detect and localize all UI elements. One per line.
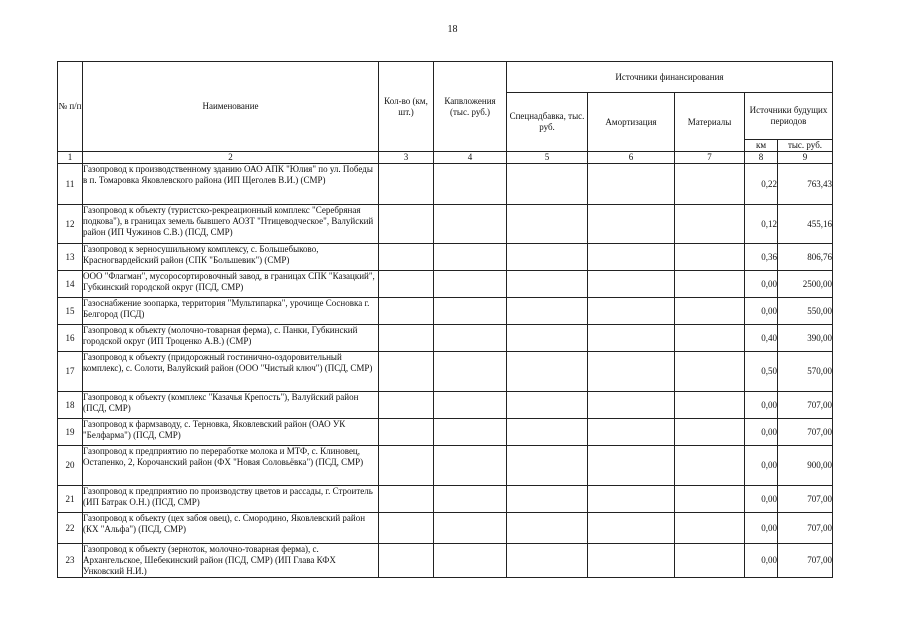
row-capex bbox=[434, 205, 507, 244]
row-materials bbox=[675, 513, 745, 544]
row-rub: 707,00 bbox=[778, 513, 833, 544]
table-row bbox=[58, 244, 833, 271]
row-km: 0,00 bbox=[745, 486, 778, 513]
row-km: 0,00 bbox=[745, 271, 778, 298]
row-rub: 455,16 bbox=[778, 205, 833, 244]
row-qty bbox=[379, 205, 434, 244]
row-surcharge bbox=[507, 298, 588, 325]
column-number: 2 bbox=[83, 152, 379, 164]
row-surcharge bbox=[507, 544, 588, 578]
row-name: Газопровод к объекту (придорожный гостинично-оздоровительный комплекс), с. Солоти, Валуйский район (ООО "Чистый ключ") (ПСД, СМР) bbox=[83, 352, 379, 392]
row-name: Газопровод к объекту (туристско-рекреационный комплекс "Серебряная подкова"), в границах земель бывшего АОЗТ "Птицеводческое", Валуйский район (ИП Чужинов С.В.) (ПСД, СМР) bbox=[83, 205, 379, 244]
row-rub: 707,00 bbox=[778, 392, 833, 419]
header-rub: тыс. руб. bbox=[778, 140, 833, 152]
row-materials bbox=[675, 325, 745, 352]
column-number: 1 bbox=[58, 152, 83, 164]
row-surcharge bbox=[507, 513, 588, 544]
header-capex: Капвложения (тыс. руб.) bbox=[434, 62, 507, 152]
table-row bbox=[58, 419, 833, 446]
row-number: 23 bbox=[58, 544, 83, 578]
row-rub: 390,00 bbox=[778, 325, 833, 352]
row-qty bbox=[379, 271, 434, 298]
row-qty bbox=[379, 244, 434, 271]
page-number: 18 bbox=[447, 24, 458, 35]
row-qty bbox=[379, 544, 434, 578]
row-qty bbox=[379, 419, 434, 446]
row-materials bbox=[675, 486, 745, 513]
row-materials bbox=[675, 244, 745, 271]
row-depreciation bbox=[588, 352, 675, 392]
column-number: 6 bbox=[588, 152, 675, 164]
row-rub: 806,76 bbox=[778, 244, 833, 271]
row-km: 0,12 bbox=[745, 205, 778, 244]
row-depreciation bbox=[588, 419, 675, 446]
row-depreciation bbox=[588, 392, 675, 419]
column-number: 8 bbox=[745, 152, 778, 164]
header-sources: Источники финансирования bbox=[507, 62, 833, 93]
row-name: Газопровод к предприятию по производству цветов и рассады, г. Строитель (ИП Батрак О.Н.) (ПСД, СМР) bbox=[83, 486, 379, 513]
row-number: 16 bbox=[58, 325, 83, 352]
row-surcharge bbox=[507, 325, 588, 352]
table-row bbox=[58, 486, 833, 513]
header-depreciation: Амортизация bbox=[588, 93, 675, 152]
row-depreciation bbox=[588, 298, 675, 325]
row-depreciation bbox=[588, 486, 675, 513]
table-row bbox=[58, 164, 833, 205]
row-number: 18 bbox=[58, 392, 83, 419]
row-km: 0,00 bbox=[745, 544, 778, 578]
row-number: 11 bbox=[58, 164, 83, 205]
row-qty bbox=[379, 164, 434, 205]
row-materials bbox=[675, 446, 745, 486]
row-number: 14 bbox=[58, 271, 83, 298]
row-surcharge bbox=[507, 205, 588, 244]
row-rub: 707,00 bbox=[778, 544, 833, 578]
row-name: ООО "Флагман", мусоросортировочный завод, в границах СПК "Казацкий", Губкинский городской округ (ПСД, СМР) bbox=[83, 271, 379, 298]
row-name: Газопровод к объекту (комплекс "Казачья Крепость"), Валуйский район (ПСД, СМР) bbox=[83, 392, 379, 419]
row-number: 15 bbox=[58, 298, 83, 325]
row-rub: 2500,00 bbox=[778, 271, 833, 298]
row-km: 0,00 bbox=[745, 419, 778, 446]
column-number: 4 bbox=[434, 152, 507, 164]
row-surcharge bbox=[507, 164, 588, 205]
row-number: 12 bbox=[58, 205, 83, 244]
row-depreciation bbox=[588, 205, 675, 244]
row-depreciation bbox=[588, 164, 675, 205]
row-depreciation bbox=[588, 325, 675, 352]
row-surcharge bbox=[507, 352, 588, 392]
row-km: 0,50 bbox=[745, 352, 778, 392]
row-materials bbox=[675, 205, 745, 244]
row-capex bbox=[434, 298, 507, 325]
row-rub: 900,00 bbox=[778, 446, 833, 486]
row-materials bbox=[675, 419, 745, 446]
row-km: 0,40 bbox=[745, 325, 778, 352]
column-number: 7 bbox=[675, 152, 745, 164]
row-rub: 550,00 bbox=[778, 298, 833, 325]
row-capex bbox=[434, 486, 507, 513]
row-rub: 763,43 bbox=[778, 164, 833, 205]
row-km: 0,00 bbox=[745, 392, 778, 419]
header-materials: Материалы bbox=[675, 93, 745, 152]
row-number: 21 bbox=[58, 486, 83, 513]
row-number: 22 bbox=[58, 513, 83, 544]
row-surcharge bbox=[507, 244, 588, 271]
row-km: 0,00 bbox=[745, 446, 778, 486]
row-surcharge bbox=[507, 419, 588, 446]
row-name: Газопровод к объекту (молочно-товарная ферма), с. Панки, Губкинский городской округ (ИП Троценко А.В.) (СМР) bbox=[83, 325, 379, 352]
row-capex bbox=[434, 513, 507, 544]
table-row bbox=[58, 446, 833, 486]
row-capex bbox=[434, 446, 507, 486]
row-km: 0,00 bbox=[745, 513, 778, 544]
row-qty bbox=[379, 392, 434, 419]
row-depreciation bbox=[588, 271, 675, 298]
column-number-row bbox=[58, 152, 833, 164]
row-name: Газоснабжение зоопарка, территория "Мультипарка", урочище Сосновка г. Белгород (ПСД) bbox=[83, 298, 379, 325]
row-number: 19 bbox=[58, 419, 83, 446]
row-materials bbox=[675, 271, 745, 298]
row-depreciation bbox=[588, 244, 675, 271]
row-qty bbox=[379, 298, 434, 325]
row-surcharge bbox=[507, 392, 588, 419]
header-future: Источники будущих периодов bbox=[745, 93, 833, 140]
header-num: № п/п bbox=[58, 62, 83, 152]
row-rub: 707,00 bbox=[778, 419, 833, 446]
row-number: 17 bbox=[58, 352, 83, 392]
row-name: Газопровод к предприятию по переработке молока и МТФ, с. Клиновец, Остапенко, 2, Корочанский район (ФХ "Новая Соловьёвка") (ПСД, СМР) bbox=[83, 446, 379, 486]
header-name: Наименование bbox=[83, 62, 379, 152]
row-rub: 707,00 bbox=[778, 486, 833, 513]
row-capex bbox=[434, 164, 507, 205]
header-km: км bbox=[745, 140, 778, 152]
column-number: 3 bbox=[379, 152, 434, 164]
table-row bbox=[58, 392, 833, 419]
row-materials bbox=[675, 352, 745, 392]
table-row bbox=[58, 544, 833, 578]
header-surcharge: Спецнадбавка, тыс. руб. bbox=[507, 93, 588, 152]
row-qty bbox=[379, 325, 434, 352]
row-rub: 570,00 bbox=[778, 352, 833, 392]
row-name: Газопровод к зерносушильному комплексу, с. Большебыково, Красногвардейский район (СПК "Большевик") (СМР) bbox=[83, 244, 379, 271]
column-number: 5 bbox=[507, 152, 588, 164]
row-depreciation bbox=[588, 544, 675, 578]
row-name: Газопровод к объекту (цех забоя овец), с. Смородино, Яковлевский район (КХ "Альфа") (ПСД, СМР) bbox=[83, 513, 379, 544]
row-km: 0,00 bbox=[745, 298, 778, 325]
table-row bbox=[58, 271, 833, 298]
row-capex bbox=[434, 244, 507, 271]
table-row bbox=[58, 325, 833, 352]
row-capex bbox=[434, 392, 507, 419]
header-qty: Кол-во (км, шт.) bbox=[379, 62, 434, 152]
row-name: Газопровод к объекту (зерноток, молочно-товарная ферма), с. Архангельское, Шебекинский район (ПСД, СМР) (ИП Глава КФХ Унковский Н.И.) bbox=[83, 544, 379, 578]
row-qty bbox=[379, 513, 434, 544]
table-row bbox=[58, 205, 833, 244]
table-row bbox=[58, 513, 833, 544]
row-capex bbox=[434, 544, 507, 578]
table-row bbox=[58, 298, 833, 325]
row-number: 13 bbox=[58, 244, 83, 271]
row-materials bbox=[675, 298, 745, 325]
row-surcharge bbox=[507, 486, 588, 513]
row-materials bbox=[675, 544, 745, 578]
row-depreciation bbox=[588, 446, 675, 486]
row-materials bbox=[675, 392, 745, 419]
row-capex bbox=[434, 325, 507, 352]
table-row bbox=[58, 352, 833, 392]
row-qty bbox=[379, 352, 434, 392]
row-capex bbox=[434, 419, 507, 446]
row-km: 0,36 bbox=[745, 244, 778, 271]
row-qty bbox=[379, 486, 434, 513]
row-depreciation bbox=[588, 513, 675, 544]
row-name: Газопровод к фармзаводу, с. Терновка, Яковлевский район (ОАО УК "Белфарма") (ПСД, СМР) bbox=[83, 419, 379, 446]
financing-table bbox=[57, 61, 833, 578]
row-surcharge bbox=[507, 271, 588, 298]
row-number: 20 bbox=[58, 446, 83, 486]
row-capex bbox=[434, 352, 507, 392]
column-number: 9 bbox=[778, 152, 833, 164]
row-qty bbox=[379, 446, 434, 486]
row-km: 0,22 bbox=[745, 164, 778, 205]
row-materials bbox=[675, 164, 745, 205]
row-capex bbox=[434, 271, 507, 298]
row-surcharge bbox=[507, 446, 588, 486]
row-name: Газопровод к производственному зданию ОАО АПК "Юлия" по ул. Победы в п. Томаровка Яковлевского района (ИП Щеголев В.И.) (СМР) bbox=[83, 164, 379, 205]
